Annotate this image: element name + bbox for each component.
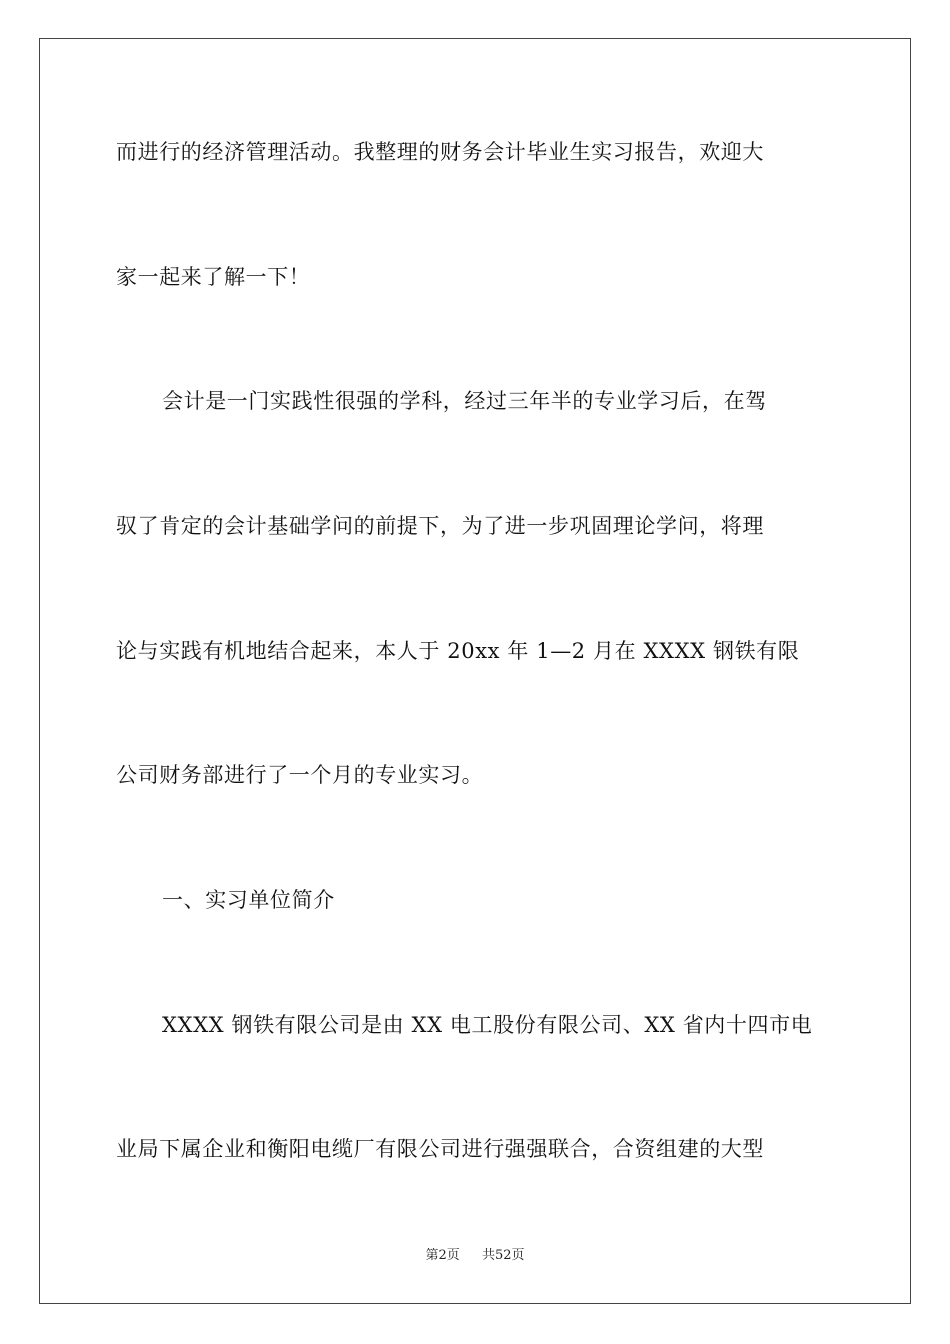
body-line-1: 而进行的经济管理活动。我整理的财务会计毕业生实习报告，欢迎大: [116, 140, 764, 164]
paragraph-intro-line-1: 会计是一门实践性很强的学科，经过三年半的专业学习后，在驾: [162, 389, 767, 413]
paragraph-intro-line-2: 驭了肯定的会计基础学问的前提下，为了进一步巩固理论学问，将理: [116, 514, 764, 538]
current-page-label: 第2页: [425, 1248, 460, 1263]
paragraph-company-line-2: 业局下属企业和衡阳电缆厂有限公司进行强强联合，合资组建的大型: [116, 1137, 764, 1161]
body-line-2: 家一起来了解一下！: [116, 265, 311, 289]
section-heading: 一、实习单位简介: [162, 888, 335, 912]
paragraph-intro-line-4: 公司财务部进行了一个月的专业实习。: [116, 763, 484, 787]
paragraph-intro-line-3: 论与实践有机地结合起来，本人于 20xx 年 1—2 月在 XXXX 钢铁有限: [116, 639, 800, 663]
total-pages-label: 共52页: [482, 1248, 525, 1263]
page-frame: [39, 38, 911, 1304]
paragraph-company-line-1: XXXX 钢铁有限公司是由 XX 电工股份有限公司、XX 省内十四市电: [162, 1013, 813, 1037]
page-footer: [0, 1247, 950, 1265]
